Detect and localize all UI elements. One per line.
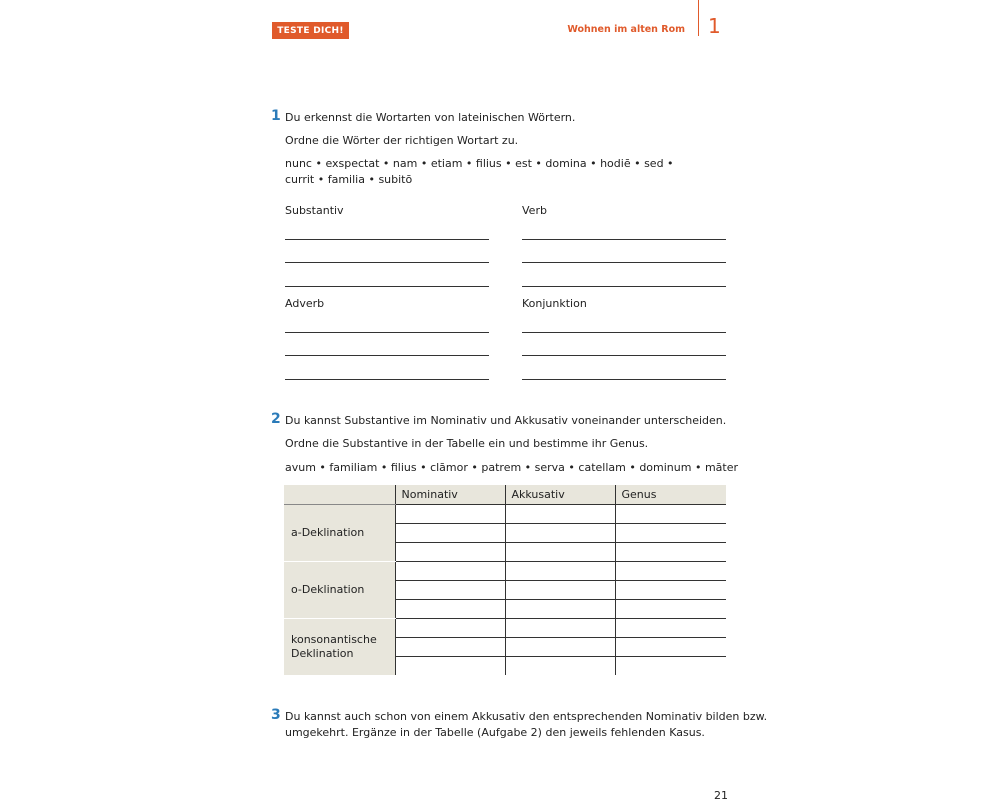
table-cell[interactable] [395,619,505,638]
declension-table [284,485,726,676]
row-label-konsonantische-deklination: konsonantische Deklination [284,619,395,676]
table-cell[interactable] [395,581,505,600]
table-cell[interactable] [505,562,615,581]
answer-line[interactable] [522,286,726,287]
table-cell[interactable] [395,562,505,581]
task-2-intro: Du kannst Substantive im Nominativ und Akkusativ voneinander unterscheiden. [285,414,727,427]
table-cell[interactable] [395,657,505,676]
task-1-word-list-line-2: currit • familia • subitō [285,173,413,186]
task-2-number: 2 [271,411,281,427]
table-cell[interactable] [505,524,615,543]
table-cell[interactable] [395,638,505,657]
table-cell[interactable] [615,638,726,657]
header-nominativ: Nominativ [395,485,505,505]
answer-line[interactable] [285,286,489,287]
chapter-divider [698,0,699,36]
table-cell[interactable] [505,505,615,524]
table-cell[interactable] [395,600,505,619]
header-akkusativ: Akkusativ [505,485,615,505]
answer-line[interactable] [522,332,726,333]
table-cell[interactable] [615,524,726,543]
answer-line[interactable] [285,355,489,356]
task-1-number: 1 [271,108,281,124]
table-row [284,562,726,581]
task-3-line-1: Du kannst auch schon von einem Akkusativ den entsprechenden Nominativ bilden bzw. [285,710,768,723]
table-cell[interactable] [615,543,726,562]
table-cell[interactable] [395,524,505,543]
table-cell[interactable] [505,600,615,619]
table-cell[interactable] [395,505,505,524]
table-cell[interactable] [505,657,615,676]
table-corner [284,485,395,505]
answer-line[interactable] [285,239,489,240]
table-cell[interactable] [615,581,726,600]
answer-line[interactable] [522,262,726,263]
task-2-instruction: Ordne die Substantive in der Tabelle ein und bestimme ihr Genus. [285,437,649,450]
chapter-number: 1 [708,14,721,38]
table-cell[interactable] [615,505,726,524]
category-substantiv-label: Substantiv [285,204,344,217]
category-adverb-label: Adverb [285,297,325,310]
table-row [284,619,726,638]
teste-dich-badge: TESTE DICH! [272,22,349,39]
table-cell[interactable] [615,600,726,619]
task-3-line-2: umgekehrt. Ergänze in der Tabelle (Aufgabe 2) den jeweils fehlenden Kasus. [285,726,705,739]
category-verb-label: Verb [522,204,547,217]
task-1-instruction: Ordne die Wörter der richtigen Wortart zu. [285,134,519,147]
page-number: 21 [714,789,728,802]
table-cell[interactable] [395,543,505,562]
task-1-intro: Du erkennst die Wortarten von lateinischen Wörtern. [285,111,576,124]
row-label-a-deklination: a-Deklination [284,505,395,562]
answer-line[interactable] [285,262,489,263]
table-cell[interactable] [615,657,726,676]
chapter-title: Wohnen im alten Rom [567,24,685,35]
category-konjunktion-label: Konjunktion [522,297,587,310]
header-genus: Genus [615,485,726,505]
table-cell[interactable] [505,543,615,562]
table-cell[interactable] [505,638,615,657]
answer-line[interactable] [522,239,726,240]
task-2-word-list: avum • familiam • filius • clāmor • patrem • serva • catellam • dominum • māter [285,461,739,474]
table-cell[interactable] [615,562,726,581]
answer-line[interactable] [522,379,726,380]
table-cell[interactable] [505,581,615,600]
table-cell[interactable] [505,619,615,638]
answer-line[interactable] [285,379,489,380]
row-label-o-deklination: o-Deklination [284,562,395,619]
task-1-word-list-line-1: nunc • exspectat • nam • etiam • filius • est • domina • hodiē • sed • [285,157,674,170]
table-row [284,505,726,524]
answer-line[interactable] [285,332,489,333]
table-cell[interactable] [615,619,726,638]
answer-line[interactable] [522,355,726,356]
task-3-number: 3 [271,707,281,723]
